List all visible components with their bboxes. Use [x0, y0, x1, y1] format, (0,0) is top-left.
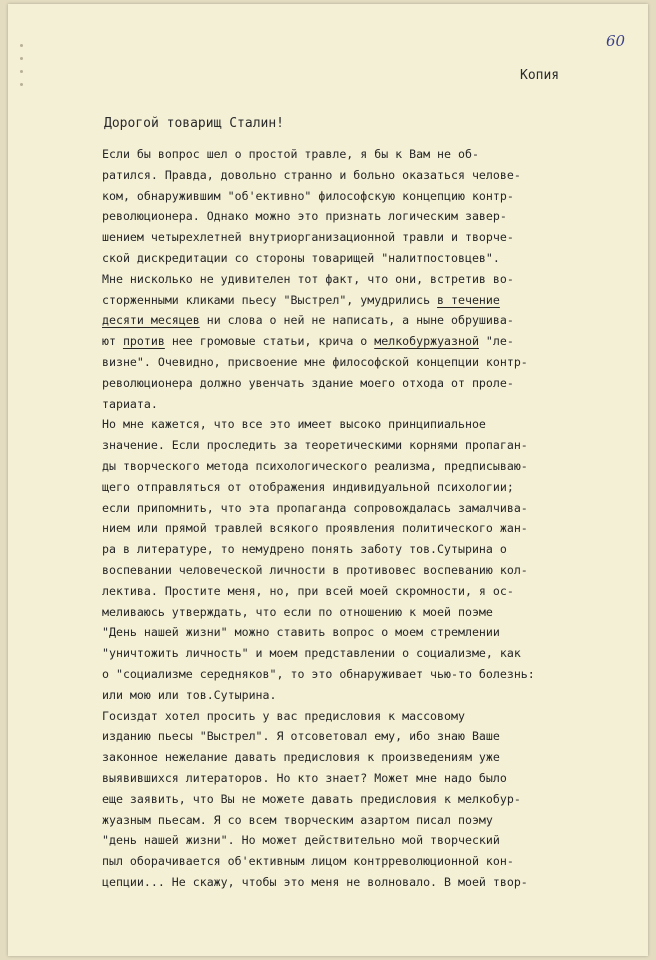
text-line: если припомнить, что эта пропаганда сопровождалась замалчива-	[102, 500, 528, 515]
text-line: воспевании человеческой личности в противовес воспеванию кол-	[102, 562, 528, 577]
text-line: о "социализме середняков", то это обнаруживает чью-то болезнь:	[102, 666, 535, 681]
text-line: Если бы вопрос шел о простой травле, я бы к Вам не об-	[102, 147, 479, 161]
text-line: меливаюсь утверждать, что если по отношению к моей поэме	[102, 604, 493, 619]
text-line: десяти месяцев ни слова о ней не написать, а ныне обрушива-	[102, 313, 514, 328]
text-line: ратился. Правда, довольно странно и больно оказаться челове-	[102, 167, 521, 182]
text-line: сторженными кликами пьесу "Выстрел", умудрились в течение	[102, 292, 500, 307]
text-line: ской дискредитации со стороны товарищей "налитпостовцев".	[102, 250, 500, 265]
text-line: цепции... Не скажу, чтобы это меня не волновало. В моей твор-	[102, 874, 528, 889]
text-line: ют против нее громовые статьи, крича о мелкобуржуазной "ле-	[102, 334, 514, 349]
text-line: Но мне кажется, что все это имеет высоко принципиальное	[102, 417, 486, 432]
text-line: ды творческого метода психологического реализма, предписываю-	[102, 458, 528, 473]
letter-body	[102, 144, 652, 893]
underlined-phrase: мелкобуржуазной	[374, 334, 479, 349]
text-line: "день нашей жизни". Но может действительно мой творческий	[102, 833, 500, 848]
text-line: Мне нисколько не удивителен тот факт, что они, встретив во-	[102, 271, 514, 286]
text-line: или мою или тов.Сутырина.	[102, 687, 277, 702]
handwritten-page-number: 60	[606, 32, 626, 50]
text-line: ком, обнаружившим "об'ективно" философскую концепцию контр-	[102, 188, 514, 203]
text-line: ра в литературе, то немудрено понять заботу тов.Сутырина о	[102, 542, 507, 557]
copy-label: Копия	[520, 68, 560, 83]
text-line: изданию пьесы "Выстрел". Я отсоветовал ему, ибо знаю Ваше	[102, 729, 500, 744]
text-line: жуазным пьесам. Я со всем творческим азартом писал поэму	[102, 812, 493, 827]
text-line: пыл оборачивается об'ективным лицом контрреволюционной кон-	[102, 854, 514, 869]
text-line: тариата.	[102, 396, 158, 411]
text-line: "уничтожить личность" и моем представлении о социализме, как	[102, 646, 521, 661]
document-page	[8, 4, 648, 956]
text-line: выявившихся литераторов. Но кто знает? Может мне надо было	[102, 770, 507, 785]
underlined-phrase: десяти месяцев	[102, 313, 200, 328]
text-line: значение. Если проследить за теоретическими корнями пропаган-	[102, 438, 528, 453]
underlined-phrase: против	[122, 334, 165, 349]
text-line: революционера должно увенчать здание моего отхода от проле-	[102, 375, 514, 390]
underlined-phrase: в течение	[437, 292, 500, 307]
text-line: щего отправляться от отображения индивидуальной психологии;	[102, 479, 514, 494]
text-line: визне". Очевидно, присвоение мне философской концепции контр-	[102, 354, 528, 369]
text-line: еще заявить, что Вы не можете давать предисловия к мелкобур-	[102, 791, 521, 806]
binding-holes	[20, 34, 30, 96]
text-line: нием или прямой травлей всякого проявления политического жан-	[102, 521, 528, 536]
text-line: лектива. Простите меня, но, при всей моей скромности, я ос-	[102, 583, 514, 598]
text-line: Госиздат хотел просить у вас предисловия к массовому	[102, 708, 465, 723]
text-line: "День нашей жизни" можно ставить вопрос о моем стремлении	[102, 625, 500, 640]
text-line: законное нежелание давать предисловия к произведениям уже	[102, 750, 500, 765]
text-line: шением четырехлетней внутриорганизационной травли и творче-	[102, 230, 514, 245]
letter-greeting: Дорогой товарищ Сталин!	[104, 116, 285, 131]
text-line: революционера. Однако можно это признать логическим завер-	[102, 209, 507, 224]
